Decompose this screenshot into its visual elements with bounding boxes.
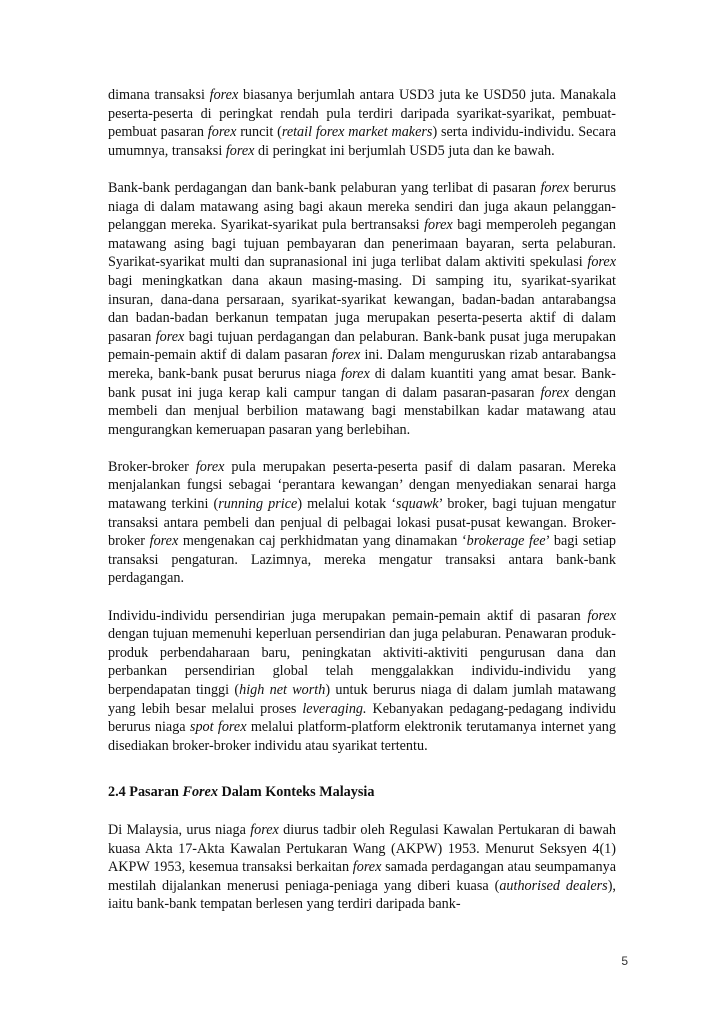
italic-term: authorised dealers bbox=[499, 877, 608, 894]
italic-term: forex bbox=[424, 217, 453, 234]
italic-term: forex bbox=[155, 328, 185, 345]
italic-term: high net worth bbox=[239, 682, 326, 698]
paragraph-1: dimana transaksi forex biasanya berjumlah antara USD3 juta ke USD50 juta. Manakala peserta-peserta di peringkat rendah pula terdiri daripada syarikat-syarikat, pembuat-pembuat pasaran forex runcit (retail forex market makers) serta individu-individu. Secara umumnya, transaksi forex di peringkat ini berjumlah USD5 juta dan ke bawah. bbox=[108, 87, 616, 159]
paragraph-2: Bank-bank perdagangan dan bank-bank pelaburan yang terlibat di pasaran forex berurus niaga di dalam matawang asing bagi akaun mereka sendiri dan juga akaun pelanggan-pelanggan mereka. Syarikat-syarikat pula bertransaksi forex bagi memperoleh pegangan matawang asing bagi tujuan pembayaran dan penerimaan bayaran, serta pelaburan. Syarikat-syarikat multi dan supranasional ini juga terlibat dalam aktiviti spekulasi forex bagi meningkatkan dana akaun masing-masing. Di samping itu, syarikat-syarikat insuran, dana-dana persaraan, syarikat-syarikat kewangan, badan-badan antarabangsa dan badan-badan berkanun tempatan juga merupakan peserta-peserta aktif di dalam pasaran forex bagi tujuan perdagangan dan pelaburan. Bank-bank pusat juga merupakan pemain-pemain aktif di dalam pasaran forex ini. Dalam menguruskan rizab antarabangsa mereka, bank-bank pusat berurus niaga forex di dalam kuantiti yang amat besar. Bank-bank pusat ini juga kerap kali campur tangan di dalam pasaran-pasaran forex dengan membeli dan menjual berbilion matawang bagi menstabilkan kadar matawang atau mengurangkan kemeruapan pasaran yang berlebihan. bbox=[108, 179, 617, 438]
paragraph-3: Broker-broker forex pula merupakan peserta-peserta pasif di dalam pasaran. Mereka menjalankan fungsi sebagai ‘perantara kewangan’ dengan menyediakan senarai harga matawang terkini (running price) melalui kotak ‘squawk’ broker, bagi tujuan mengatur transaksi antara pembeli dan penjual di pelbagai lokasi pusat-pusat kewangan. Broker-broker forex mengenakan caj perkhidmatan yang dinamakan ‘brokerage fee’ bagi setiap transaksi pengaturan. Lazimnya, mereka mengatur transaksi antara bank-bank perdagangan. bbox=[108, 458, 616, 587]
italic-term: forex bbox=[207, 124, 237, 141]
italic-term: forex bbox=[149, 533, 179, 550]
italic-term: forex bbox=[250, 821, 279, 838]
page-body bbox=[108, 86, 616, 933]
italic-term: forex bbox=[195, 458, 225, 475]
italic-term: squawk bbox=[396, 496, 439, 513]
paragraph-4: Individu-individu persendirian juga merupakan pemain-pemain aktif di pasaran forex dengan tujuan memenuhi keperluan persendirian dan juga pelaburan. Penawaran produk-produk perbendaharaan baru, peningkatan aktiviti-aktiviti pengurusan dana dan perbankan persendirian global telah menggalakkan individu-individu yang berpendapatan tinggi (high net worth) untuk berurus niaga di dalam jumlah matawang yang lebih besar melalui proses leveraging. Kebanyakan pedagang-pedagang individu berurus niaga spot forex melalui platform-platform elektronik terutamanya internet yang disediakan broker-broker individu atau syarikat tertentu. bbox=[108, 607, 617, 754]
page-number: 5 bbox=[621, 954, 628, 968]
italic-term: spot forex bbox=[189, 719, 247, 736]
italic-term: brokerage fee bbox=[466, 533, 546, 550]
italic-term: forex bbox=[341, 365, 370, 382]
italic-term: forex bbox=[587, 254, 616, 271]
italic-term: retail forex market makers bbox=[281, 124, 433, 141]
italic-term: forex bbox=[352, 859, 382, 876]
italic-term: forex bbox=[331, 347, 361, 364]
italic-term: forex bbox=[225, 142, 255, 159]
italic-term: forex bbox=[540, 179, 570, 196]
italic-term: forex bbox=[540, 384, 570, 401]
italic-term: leveraging. bbox=[302, 700, 367, 717]
italic-term: running price bbox=[218, 496, 298, 513]
italic-term: forex bbox=[587, 607, 616, 624]
section-heading: 2.4 Pasaran Forex Dalam Konteks Malaysia bbox=[108, 784, 375, 801]
italic-term: Forex bbox=[182, 784, 218, 801]
italic-term: forex bbox=[209, 87, 239, 103]
paragraph-5: Di Malaysia, urus niaga forex diurus tadbir oleh Regulasi Kawalan Pertukaran di bawah kuasa Akta 17-Akta Kawalan Pertukaran Wang (AKPW) 1953. Menurut Seksyen 4(1) AKPW 1953, kesemua transaksi berkaitan forex samada perdagangan atau seumpamanya mestilah dijalankan menerusi peniaga-peniaga yang diberi kuasa (authorised dealers), iaitu bank-bank tempatan berlesen yang terdiri daripada bank- bbox=[108, 821, 616, 913]
